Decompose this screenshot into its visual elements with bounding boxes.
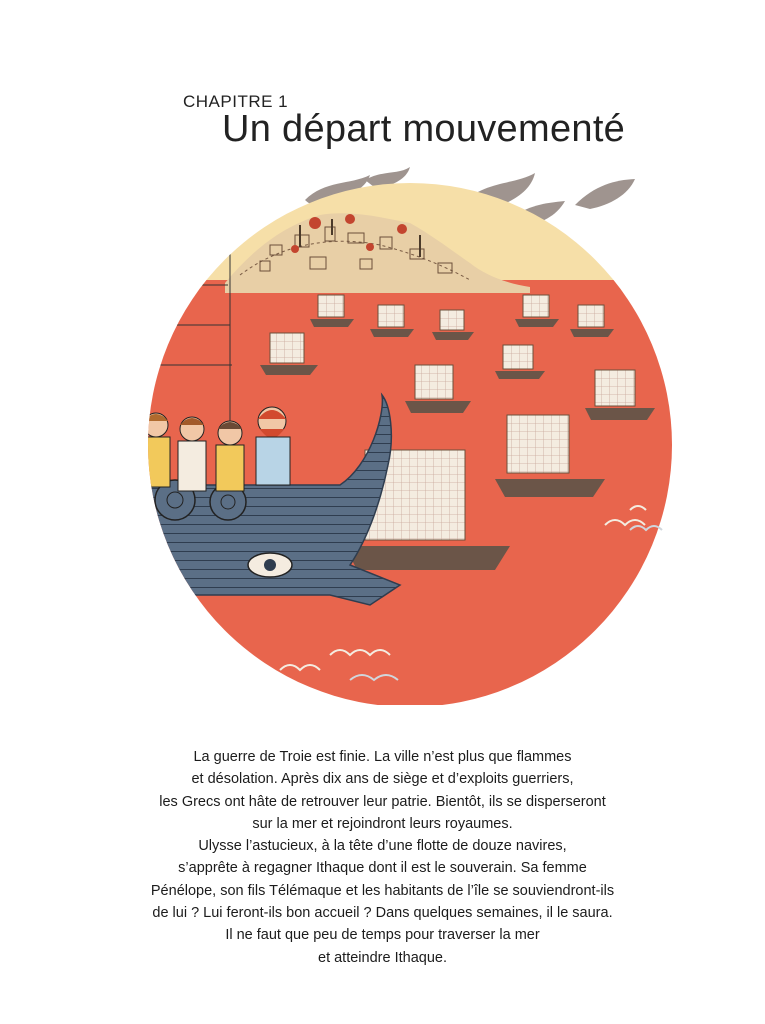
text-line: Pénélope, son fils Télémaque et les habitants de l’île se souviendront-ils <box>150 882 615 899</box>
text-line: les Grecs ont hâte de retrouver leur patrie. Bientôt, ils se disperseront <box>159 793 606 810</box>
chapter-title: Un départ mouvementé <box>222 108 626 150</box>
text-line: Il ne faut que peu de temps pour traverser la mer <box>225 927 540 944</box>
text-line: La guerre de Troie est finie. La ville n’est plus que flammes <box>193 749 572 765</box>
text-line: s’apprête à regagner Ithaque dont il est le souverain. Sa femme <box>178 860 587 877</box>
chapter-label: CHAPITRE 1 <box>183 92 289 111</box>
text-line: et atteindre Ithaque. <box>318 949 447 966</box>
text-line: Ulysse l’astucieux, à la tête d’une flotte de douze navires, <box>198 838 567 855</box>
text-line: de lui ? Lui feront-ils bon accueil ? Dans quelques semaines, il le saura. <box>152 905 613 922</box>
chapter-illustration <box>120 165 680 705</box>
text-line: et désolation. Après dix ans de siège et d’exploits guerriers, <box>191 771 574 788</box>
chapter-body <box>150 746 615 969</box>
text-line: sur la mer et rejoindront leurs royaumes. <box>252 815 513 832</box>
